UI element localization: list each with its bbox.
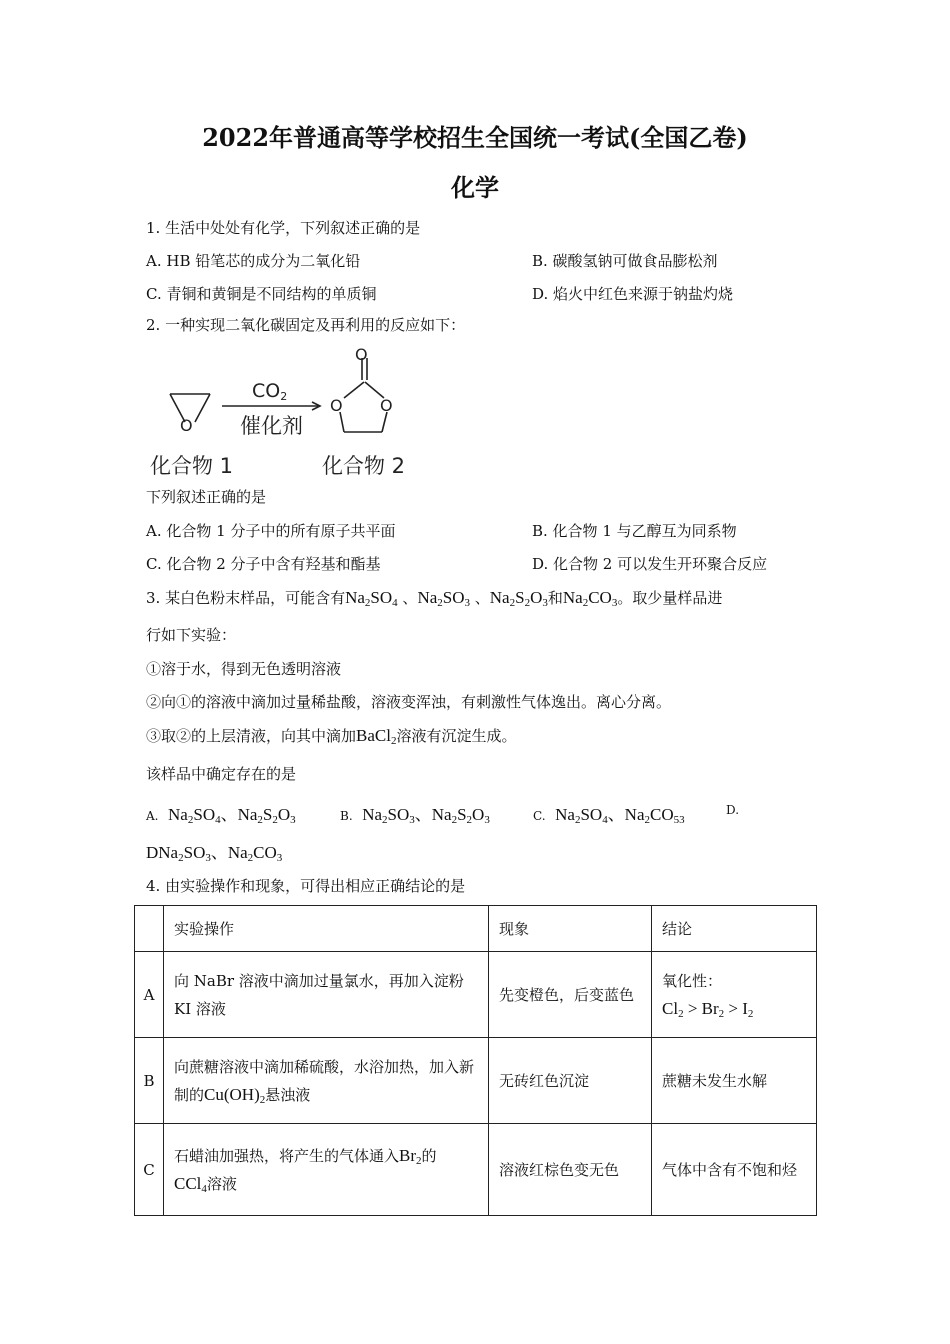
- row-conclusion: 氧化性： $Cl_2 > Br_2 > I_2$: [652, 952, 817, 1038]
- q1-option-c: C. 青铜和黄铜是不同结构的单质铜: [146, 285, 377, 303]
- table-row: [135, 1124, 817, 1216]
- row-operation: 向蔗糖溶液中滴加稀硫酸，水浴加热，加入新制的$Cu(OH)_2$悬浊液: [164, 1038, 489, 1124]
- compound1-o-atom: O: [180, 416, 193, 435]
- row-letter: A: [135, 952, 164, 1038]
- row-operation: 石蜡油加强热，将产生的气体通入$Br_2$的 CCl$_4$溶液: [164, 1124, 489, 1216]
- row-conclusion: 气体中含有不饱和烃: [652, 1124, 817, 1216]
- experiment-table: [134, 905, 817, 1216]
- q3-step2: ②向①的溶液中滴加过量稀盐酸，溶液变浑浊，有刺激性气体逸出。离心分离。: [146, 693, 672, 711]
- subject-title: 化学: [451, 173, 499, 202]
- q3-prompt: 该样品中确定存在的是: [146, 765, 297, 783]
- table-row: [135, 1038, 817, 1124]
- q1-option-a: A. HB 铅笔芯的成分为二氧化铅: [146, 252, 361, 270]
- q3-stem: 3. 某白色粉末样品，可能含有$Na_2SO_4$ 、$Na_2SO_3$ 、$Na_2S_2O_3$和$Na_2CO_3$。取少量样品进: [146, 588, 723, 609]
- header-conclusion: 结论: [652, 906, 817, 952]
- q1-option-d: D. 焰火中红色来源于钠盐灼烧: [532, 285, 734, 303]
- row-operation: 向 NaBr 溶液中滴加过量氯水，再加入淀粉 KI 溶液: [164, 952, 489, 1038]
- row-phenomenon: 无砖红色沉淀: [489, 1038, 652, 1124]
- compound2-ring-o-left: O: [330, 396, 343, 415]
- q2-option-c: C. 化合物 2 分子中含有羟基和酯基: [146, 555, 381, 573]
- header-phenomenon: 现象: [489, 906, 652, 952]
- q2-option-b: B. 化合物 1 与乙醇互为同系物: [532, 522, 737, 540]
- compound2-ring-o-right: O: [380, 396, 393, 415]
- q2-option-a: A. 化合物 1 分子中的所有原子共平面: [146, 522, 396, 540]
- compound1-label: 化合物 1: [150, 454, 234, 478]
- page-title: 2022年普通高等学校招生全国统一考试(全国乙卷): [202, 123, 748, 152]
- q2-option-d: D. 化合物 2 可以发生开环聚合反应: [532, 555, 768, 573]
- q1-option-b: B. 碳酸氢钠可做食品膨松剂: [532, 252, 718, 270]
- q3-option-d: $DNa_2SO_3$、$Na_2CO_3$: [146, 843, 283, 864]
- row-phenomenon: 先变橙色，后变蓝色: [489, 952, 652, 1038]
- table-row: [135, 952, 817, 1038]
- q3-stem-line2: 行如下实验：: [146, 626, 237, 644]
- q4-stem: 4. 由实验操作和现象，可得出相应正确结论的是: [146, 877, 466, 895]
- compound2-carbonyl-o: O: [355, 345, 368, 364]
- q3-option-a: A. $Na_2SO_4$、$Na_2S_2O_3$: [146, 805, 296, 826]
- row-letter: B: [135, 1038, 164, 1124]
- row-letter: C: [135, 1124, 164, 1216]
- q2-stem: 2. 一种实现二氧化碳固定及再利用的反应如下：: [146, 316, 466, 334]
- header-empty-cell: [135, 906, 164, 952]
- row-conclusion: 蔗糖未发生水解: [652, 1038, 817, 1124]
- q3-step1: ①溶于水，得到无色透明溶液: [146, 660, 342, 678]
- q3-option-c: C. $Na_2SO_4$、$Na_2CO_{53}$: [533, 805, 685, 826]
- reagent-co2: $CO_2$: [252, 380, 288, 403]
- row-phenomenon: 溶液红棕色变无色: [489, 1124, 652, 1216]
- table-header-row: [135, 906, 817, 952]
- q3-step3: ③取②的上层清液，向其中滴加BaCl$_2$溶液有沉淀生成。: [146, 726, 517, 747]
- compound2-label: 化合物 2: [322, 454, 406, 478]
- q1-stem: 1. 生活中处处有化学，下列叙述正确的是: [146, 219, 421, 237]
- q2-prompt: 下列叙述正确的是: [146, 488, 267, 506]
- header-operation: 实验操作: [164, 906, 489, 952]
- catalyst-label: 催化剂: [240, 414, 303, 438]
- q3-option-b: B. $Na_2SO_3$、$Na_2S_2O_3$: [340, 805, 490, 826]
- q3-option-d-label: D.: [726, 803, 740, 817]
